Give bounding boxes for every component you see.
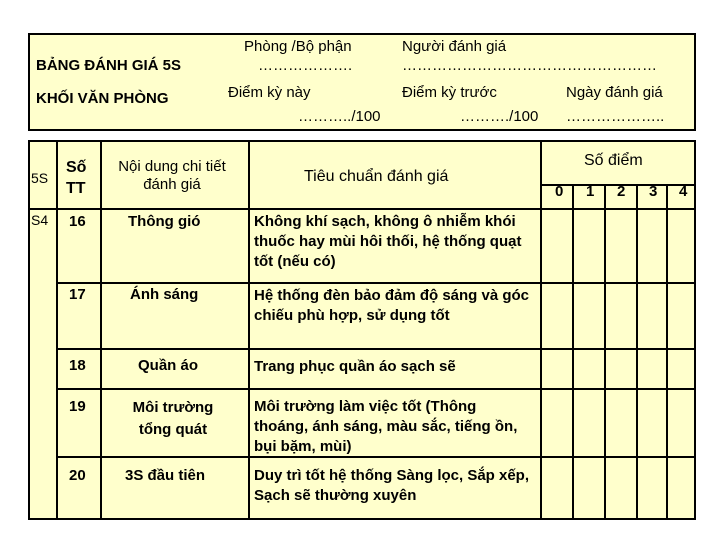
col-divider bbox=[248, 142, 250, 518]
row-number: 17 bbox=[69, 286, 86, 303]
row-number: 16 bbox=[69, 213, 86, 230]
col-divider bbox=[636, 186, 638, 518]
col-divider bbox=[572, 186, 574, 518]
evaluation-table bbox=[28, 140, 696, 520]
col-header-no: Số TT bbox=[66, 159, 87, 197]
row-content: Quần áo bbox=[138, 357, 199, 374]
row-divider bbox=[56, 348, 694, 350]
col-divider bbox=[56, 142, 58, 518]
col-divider bbox=[540, 142, 542, 518]
score-level-3: 3 bbox=[649, 183, 658, 200]
col-divider bbox=[604, 186, 606, 518]
col-header-content: Nội dung chi tiết đánh giá bbox=[118, 158, 226, 193]
score-level-2: 2 bbox=[617, 183, 626, 200]
form-title-line2: KHỐI VĂN PHÒNG bbox=[36, 90, 169, 107]
row-content: 3S đầu tiên bbox=[125, 467, 206, 484]
score-previous-label: Điểm kỳ trước bbox=[402, 84, 497, 101]
row-divider bbox=[56, 282, 694, 284]
col-header-score: Số điểm bbox=[584, 152, 643, 169]
row-number: 19 bbox=[69, 398, 86, 415]
col-header-5s: 5S bbox=[31, 170, 49, 186]
col-header-criteria: Tiêu chuẩn đánh giá bbox=[304, 168, 449, 185]
evaluator-field[interactable]: …………………………………………… bbox=[402, 57, 657, 74]
department-label: Phòng /Bộ phận bbox=[244, 38, 352, 55]
score-current-label: Điểm kỳ này bbox=[228, 84, 311, 101]
row-criteria: Không khí sạch, không ô nhiễm khói thuốc hay mùi hôi thối, hệ thống quạt tốt (nếu có) bbox=[254, 213, 522, 270]
score-previous-field[interactable]: ………./100 bbox=[460, 108, 539, 125]
col-divider bbox=[666, 186, 668, 518]
date-label: Ngày đánh giá bbox=[566, 84, 663, 101]
form-title-line1: BẢNG ĐÁNH GIÁ 5S bbox=[36, 57, 182, 74]
row-criteria: Hệ thống đèn bảo đảm độ sáng và góc chiếu phù hợp, sử dụng tốt bbox=[254, 287, 530, 324]
row-criteria: Trang phục quần áo sạch sẽ bbox=[254, 358, 456, 375]
group-label: S4 bbox=[31, 212, 49, 228]
row-criteria: Môi trường làm việc tốt (Thông thoáng, ánh sáng, màu sắc, tiếng ồn, bụi bặm, mùi) bbox=[254, 398, 518, 455]
row-number: 18 bbox=[69, 357, 86, 374]
header-row-divider bbox=[30, 208, 694, 210]
score-current-field[interactable]: ………../100 bbox=[298, 108, 381, 125]
row-content: Thông gió bbox=[128, 213, 201, 230]
row-content: Môi trường tổng quát bbox=[132, 399, 214, 438]
score-level-1: 1 bbox=[586, 183, 595, 200]
score-level-0: 0 bbox=[555, 183, 564, 200]
row-content: Ánh sáng bbox=[130, 286, 199, 303]
row-divider bbox=[56, 388, 694, 390]
date-field[interactable]: ……………….. bbox=[566, 108, 665, 125]
evaluator-label: Người đánh giá bbox=[402, 38, 507, 55]
row-number: 20 bbox=[69, 467, 86, 484]
department-field[interactable]: ………………. bbox=[258, 57, 353, 74]
score-level-4: 4 bbox=[679, 183, 688, 200]
row-criteria: Duy trì tốt hệ thống Sàng lọc, Sắp xếp, Sạch sẽ thường xuyên bbox=[254, 467, 530, 504]
